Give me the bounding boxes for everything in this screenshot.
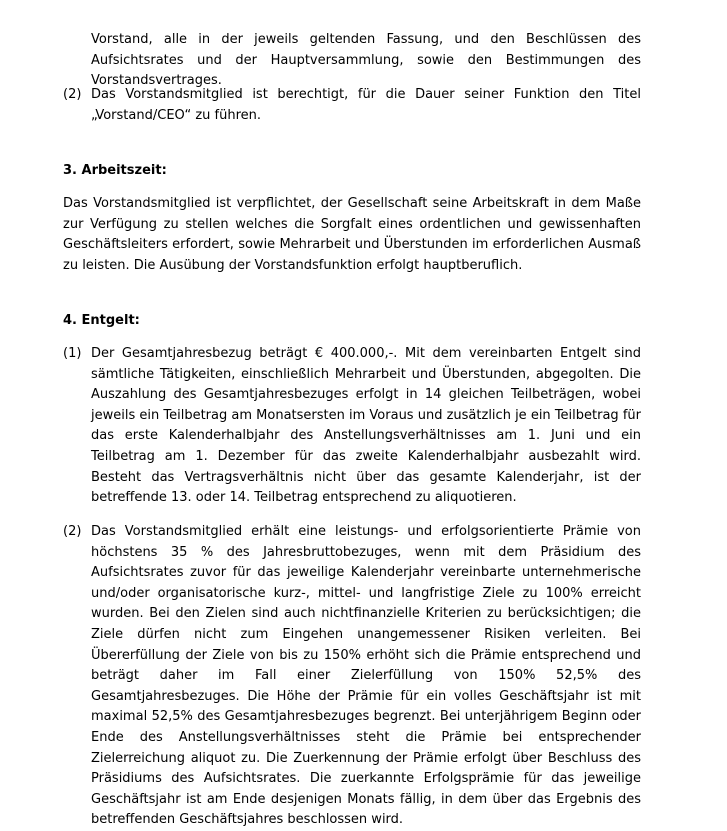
intro-continuation: Vorstand, alle in der jeweils geltenden Fassung, und den Beschlüssen des Aufsichtsrates und der Hauptversammlung, sowie den Bestimmungen des Vorstandsvertrages. xyxy=(91,32,641,89)
item-number: (1) xyxy=(63,346,82,361)
item-number: (2) xyxy=(63,524,82,539)
item-text: Der Gesamtjahresbezug beträgt € 400.000,-. Mit dem vereinbarten Entgelt sind sämtliche Tätigkeiten, einschließlich Mehrarbeit und Überstunden, abgegolten. Die Auszahlung des Gesamtjahresbezuges erfolgt in 14 gleichen Teilbeträgen, wobei jeweils ein Teilbetrag am Monatsersten im Voraus und zusätzlich je ein Teilbetrag für das erste Kalenderhalbjahr des Anstellungsverhältnisses am 1. Juni und ein Teilbetrag am 1. Dezember für das zweite Kalenderhalbjahr ausbezahlt wird. Besteht das Vertragsverhältnis nicht über das gesamte Kalenderjahr, ist der betreffende 13. oder 14. Teilbetrag entsprechend zu aliquotieren. xyxy=(91,346,641,506)
item-number: (2) xyxy=(63,87,82,102)
item-text: Das Vorstandsmitglied ist berechtigt, für die Dauer seiner Funktion den Titel „Vorstand/CEO“ zu führen. xyxy=(91,87,641,123)
section-3-heading: 3. Arbeitszeit: xyxy=(63,163,167,178)
section-4-heading: 4. Entgelt: xyxy=(63,313,140,328)
section-3-text: Das Vorstandsmitglied ist verpflichtet, der Gesellschaft seine Arbeitskraft in dem Maße zur Verfügung zu stellen welches die Sorgfalt eines ordentlichen und gewissenhaften Geschäftsleiters erfordert, sowie Mehrarbeit und Überstunden im erforderlichen Ausmaß zu leisten. Die Ausübung der Vorstandsfunktion erfolgt hauptberuflich. xyxy=(63,196,641,273)
item-text: Das Vorstandsmitglied erhält eine leistungs- und erfolgsorientierte Prämie von höchstens 35 % des Jahresbruttobezuges, wenn mit dem Präsidium des Aufsichtsrates zuvor für das jeweilige Kalenderjahr vereinbarte unternehmerische und/oder organisatorische kurz-, mittel- und langfristige Ziele zu 100% erreicht wurden. Bei den Zielen sind auch nichtfinanzielle Kriterien zu berücksichtigen; die Ziele dürfen nicht zum Eingehen unangemessener Risiken verleiten. Bei Übererfüllung der Ziele von bis zu 150% erhöht sich die Prämie entsprechend und beträgt daher im Fall einer Zielerfüllung von 150% 52,5% des Gesamtjahresbezuges. Die Höhe der Prämie für ein volles Geschäftsjahr ist mit maximal 52,5% des Gesamtjahresbezuges begrenzt. Bei unterjährigem Beginn oder Ende des Anstellungsverhältnisses steht die Prämie bei entsprechender Zielerreichung aliquot zu. Die Zuerkennung der Prämie erfolgt über Beschluss des Präsidiums des Aufsichtsrates. Die zuerkannte Erfolgsprämie für das jeweilige Geschäftsjahr ist am Ende desjenigen Monats fällig, in dem über das Ergebnis des betreffenden Geschäftsjahres beschlossen wird. xyxy=(91,524,641,828)
